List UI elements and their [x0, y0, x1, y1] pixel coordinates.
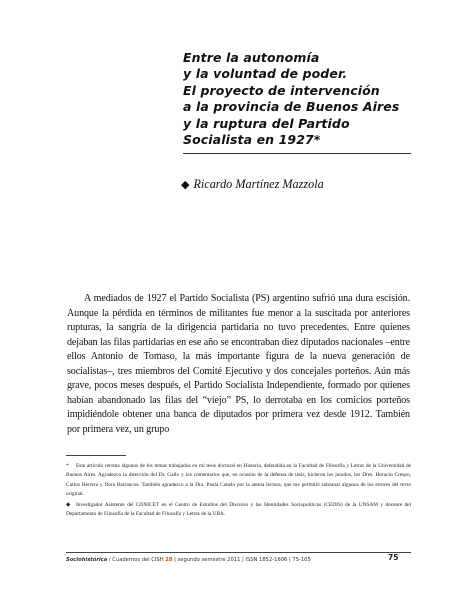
title-line: a la provincia de Buenos Aires — [183, 99, 400, 115]
title-divider — [183, 153, 411, 154]
page-number: 75 — [388, 553, 399, 562]
journal-series: / Cuadernos del CISH — [107, 557, 166, 563]
footnote-text: Investigador Asistente del CONICET en el Centro de Estudios del Discurso y las Identidades Sociopolíticas (CEDIS) de la UNSAM y docente del Departamento de Filosofía de la Facultad de Filosofía y Letras de la UBA. — [66, 501, 411, 518]
title-line: y la ruptura del Partido — [183, 115, 350, 131]
footer-details: | segundo semestre 2011 | ISSN 1852-1606 | 75-105 — [172, 557, 311, 563]
footnote-marker: * — [66, 463, 69, 469]
body-paragraph — [67, 292, 410, 437]
author-name: Ricardo Martínez Mazzola — [193, 177, 324, 191]
footnote-divider — [66, 455, 126, 456]
diamond-icon: ◆ — [181, 179, 190, 191]
title-line: Socialista en 1927* — [183, 132, 321, 148]
footnote — [66, 501, 411, 520]
title-line: y la voluntad de poder. — [183, 66, 348, 82]
footnotes — [66, 462, 411, 520]
title-line: El proyecto de intervención — [183, 82, 380, 98]
diamond-icon: ◆ — [66, 501, 71, 508]
journal-name: Sociohistórica — [66, 557, 108, 563]
article-title — [183, 50, 423, 148]
author-byline — [181, 176, 324, 193]
footnote — [66, 462, 411, 500]
body-text: A mediados de 1927 el Partido Socialista (PS) argentino sufrió una dura escisión. Aunque la pérdida en términos de militantes fue menor a la suscitada por anteriores rupturas, la sangría de la dirigencia partidaria no tuvo precedentes. Entre quienes dejaban las filas partidarias en ese año se encontraban diez diputados nacionales –entre ellos Antonio de Tomaso, la más importante figura de la nueva generación de socialistas–, tres miembros del Comité Ejecutivo y dos concejales porteños. Aún más grave, pocos meses después, el Partido Socialista Independiente, formado por quienes habían abandonado las filas del “viejo” PS, lo derrotaba en los comicios porteños impidiéndole obtener una banca de diputados por primera vez desde 1912. También por primera vez, un grupo — [67, 293, 410, 435]
title-line: Entre la autonomía — [183, 50, 320, 65]
footer-divider — [66, 552, 411, 553]
issue-number: 28 — [165, 557, 173, 563]
footnote-text: Este artículo retoma algunos de los temas trabajados en mi tesis doctoral en Historia, defendida en la Facultad de Filosofía y Letras de la Universidad de Buenos Aires. Agradezco la dirección del Dr. Gallo y los comentarios que, en ocasión de la defensa de tesis, hicieron los jurados, los Dres. Horacio Crespo, Carlos Herrera y Dora Barrancos. También agradezco a la Dra. Paula Canelo por la atenta lectura, que me permitió subsanar algunos de los errores del texto original. — [66, 463, 411, 498]
running-footer — [66, 556, 411, 564]
